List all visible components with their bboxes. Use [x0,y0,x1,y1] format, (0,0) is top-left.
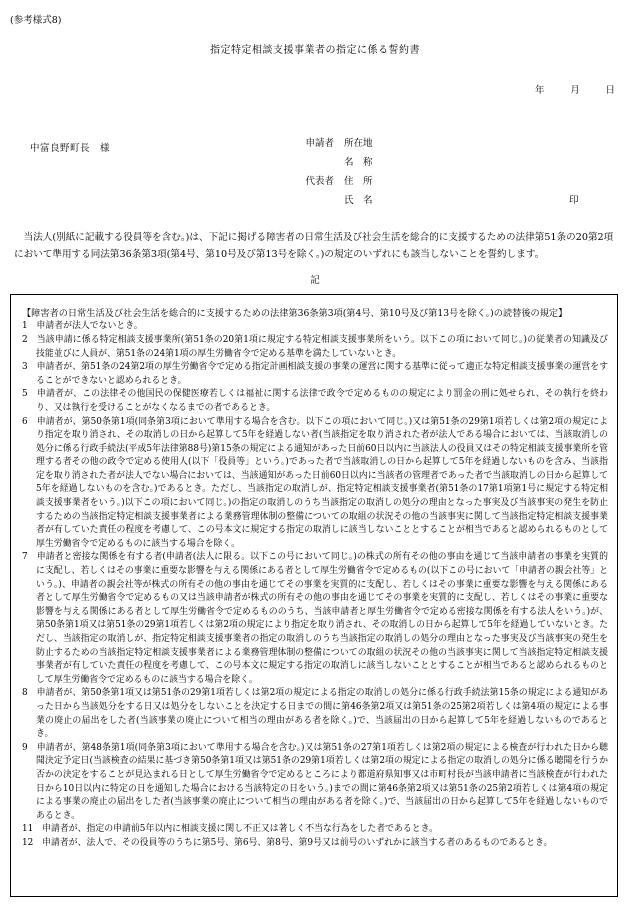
provision-text: 申請者と密接な関係を有する者(申請者(法人に限る。以下この号において同じ。)の株式の所有その他の事由を通じて当該申請者の事業を実質的に支配し、若しくはその事業に重要な影響を与える関係にある者として厚生労働省令で定めるもの(以下この号において「申請者の親会社等」という。)、申請者の親会社等が株式の所有その他の事由を通じてその事業を実質的に支配し、若しくはその事業に重要な影響を与える関係にある者として厚生労働省令で定めるもの又は当該申請者が株式の所有その他の事由を通じてその事業を実質的に支配し、若しくはその事業に重要な影響を与える関係にある者として厚生労働省令で定めるもののうち、当該申請者と厚生労働省令で定める密接な関係を有する法人をいう。)が、第50条第1項又は第51条の29第1項若しくは第2項の規定により指定を取り消され、その取消しの日から起算して5年を経過していないとき。ただし、当該指定の取消しが、指定特定相談支援事業者の指定の取消しのうち当該指定の取消しの処分の理由となった事実及び当該事実の発生を防止するための当該指定特定相談支援事業者による業務管理体制の整備についての取組の状況その他の当該事実に関して当該指定特定相談支援事業者が有していた責任の程度を考慮して、この号本文に規定する指定の取消しに該当しないこととすることが相当であると認められるものとして厚生労働省令で定めるものに該当する場合を除く。 [36,552,608,685]
date-month: 月 [570,85,580,96]
applicant-fields [290,137,590,213]
provision-item [22,742,608,824]
date-year: 年 [535,85,545,96]
applicant-address-label: 所在地 [344,138,373,149]
applicant-address-row [290,137,590,156]
provision-number: 7 [22,552,28,563]
seal-mark: 印 [569,195,579,206]
provision-item [22,416,608,552]
provisions-content [22,307,608,892]
provision-item [22,837,608,851]
date-line [535,84,615,98]
provision-text: 申請者が、第50条第1項又は第51条の29第1項若しくは第2項の規定による指定の取消しの処分に係る行政手続法第15条の規定による通知があった日から当該処分をする日又は処分をしないことを決定する日までの間に第46条第2項又は第51条の25第2項若しくは第4項の規定による事業の廃止の届出をした者(当該事業の廃止について相当の理由がある者を除く。)で、当該届出の日から起算して5年を経過しないものであるとき。 [36,688,608,740]
provision-number: 12 [22,837,34,848]
provision-text: 当該申請に係る特定相談支援事業所(第51条の20第1項に規定する特定相談支援事業所をいう。以下この項において同じ。)の従業者の知識及び技能並びに人員が、第51条の24第1項の厚生労働省令で定める基準を満たしていないとき。 [36,334,608,359]
provision-text: 申請者が、法人で、その役員等のうちに第5号、第6号、第8号、第9号又は前号のいずれかに該当する者のあるものであるとき。 [42,837,553,848]
provision-number: 9 [22,742,28,753]
date-day: 日 [605,85,615,96]
provision-item [22,551,608,687]
applicant-name-row [290,156,590,175]
provision-number: 8 [22,688,28,699]
provision-item [22,388,608,415]
provision-item [22,334,608,361]
page-title: 指定特定相談支援事業者の指定に係る誓約書 [210,45,420,56]
ki-heading: 記 [310,275,320,286]
addressee: 中富良野町長 様 [30,143,111,154]
provision-number: 2 [22,334,28,345]
provision-number: 5 [22,389,28,400]
provision-number: 6 [22,416,28,427]
provisions-box [10,294,618,897]
provision-text: 申請者が、第48条第1項(同条第3項において準用する場合を含む。)又は第51条の27第1項若しくは第2項の規定による検査が行われた日から聴聞決定予定日(当該検査の結果に基づき第50条第1項又は第51条の29第1項若しくは第2項の規定による指定の取消しの処分に係る聴聞を行うか否かの決定をすることが見込まれる日として厚生労働省令で定めるところにより都道府県知事又は市町村長が当該申請者に当該検査が行われた日から10日以内に特定の日を通知した場合における当該特定の日をいう。)までの間に第46条第2項又は第51条の25第2項若しくは第4項の規定による事業の廃止の届出をした者(当該事業の廃止について相当の理由がある者を除く。)で、当該届出の日から起算して5年を経過しないものであるとき。 [36,742,608,821]
provision-text: 申請者が、指定の申請前5年以内に相談支援に関し不正又は著しく不当な行為をした者であるとき。 [42,824,438,835]
provision-number: 3 [22,362,28,373]
applicant-name-label: 名 称 [344,157,373,168]
applicant-role-label: 申請者 [305,138,334,149]
provision-item [22,687,608,741]
provision-text: 申請者が、この法律その他国民の保健医療若しくは福祉に関する法律で政令で定めるものの規定により罰金の刑に処せられ、その執行を終わり、又は執行を受けることがなくなるまでの者であるとき。 [36,389,608,413]
provision-number: 11 [22,824,34,835]
representative-name-label: 氏 名 [344,195,373,206]
provision-item [22,320,608,334]
representative-address-row [290,175,590,194]
provision-item [22,823,608,837]
representative-address-label: 住 所 [344,176,373,187]
provisions-heading: 【障害者の日常生活及び社会生活を総合的に支援するための法律第36条第3項(第4号、第10号及び第13号を除く。)の読替後の規定】 [22,308,568,319]
provision-item [22,361,608,388]
provision-text: 申請者が、第51条の24第2項の厚生労働省令で定める指定計画相談支援の事業の運営に関する基準に従って適正な特定相談支援事業の運営をすることができないと認められるとき。 [36,362,608,386]
oath-statement: 当法人(別紙に記載する役員等を含む。)は、下記に掲げる障害者の日常生活及び社会生活を総合的に支援するための法律第51条の20第2項において準用する同法第36条第3項(第4号、第10号及び第13号を除く。)の規定のいずれにも該当しないことを誓約します。 [14,232,614,260]
provision-text: 申請者が法人でないとき。 [36,321,143,332]
provisions-list [22,320,608,850]
provision-text: 申請者が、第50条第1項(同条第3項において準用する場合を含む。以下この項において同じ。)又は第51条の29第1項若しくは第2項の規定により指定を取り消され、その取消しの日から起算して5年を経過しない者(当該指定を取り消された者が法人である場合においては、当該取消しの処分に係る行政手続法(平成5年法律第88号)第15条の規定による通知があった日前60日以内に当該法人の役員又はその特定相談支援事業所を管理する者その他の政令で定める使用人(以下「役員等」という。)であった者で当該取消しの日から起算して5年を経過しないものを含み、当該指定を取り消された者が法人でない場合においては、当該通知があった日前60日以内に当該者の管理者であった者で当該取消しの日から起算して5年を経過しないものを含む。)であるとき。ただし、当該指定の取消しが、指定特定相談支援事業者(第51条の17第1項第1号に規定する特定相談支援事業者をいう。)以下この項において同じ。)の指定の取消しのうち当該指定の取消しの処分の理由となった事実及び当該事実の発生を防止するための当該指定特定相談支援事業者による業務管理体制の整備についての取組の状況その他の当該事実に関して当該指定特定相談支援事業者が有していた責任の程度を考慮して、この号本文に規定する指定の取消しに該当しないこととすることが相当であると認められるものとして厚生労働省令で定めるものに該当する場合を除く。 [36,416,608,549]
representative-name-row [290,194,590,213]
representative-role-label: 代表者 [305,176,334,187]
form-reference: (参考様式8) [10,15,62,26]
provision-number: 1 [22,321,28,332]
